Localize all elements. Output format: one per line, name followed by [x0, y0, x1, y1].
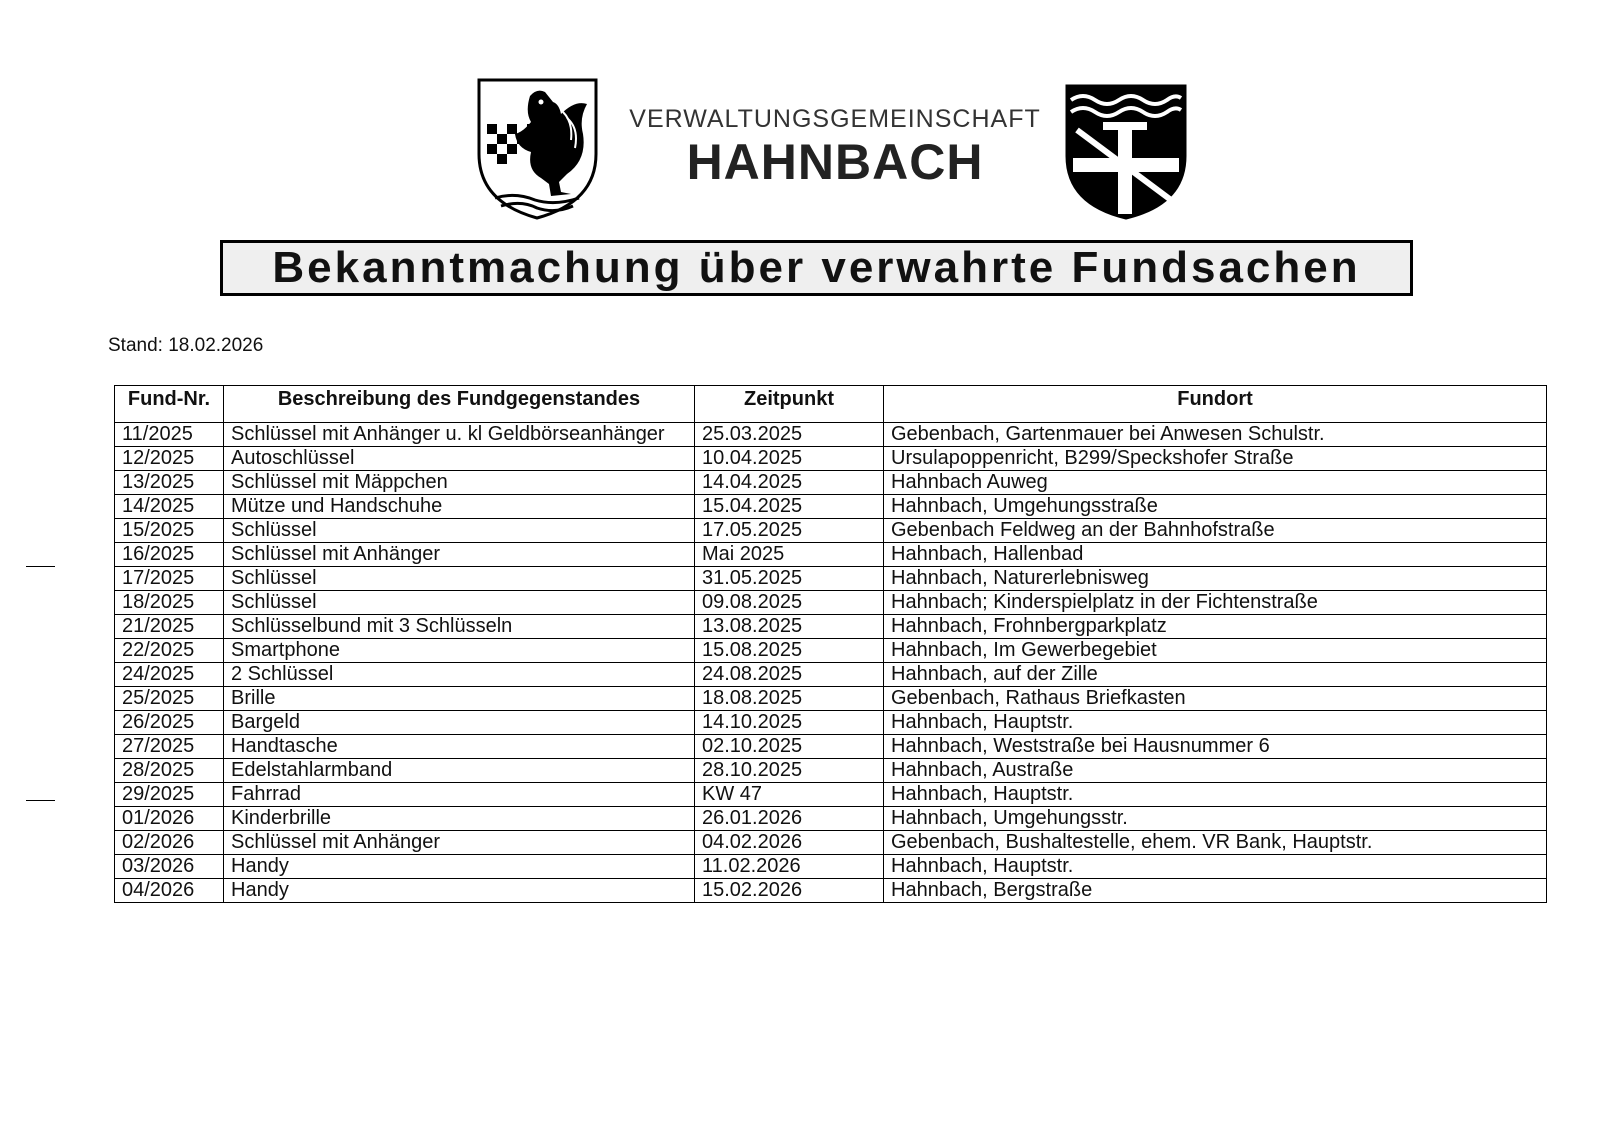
announcement-title-box — [220, 240, 1413, 296]
table-row — [115, 807, 1547, 831]
date-cell: 26.01.2026 — [695, 807, 884, 831]
announcement-title: Bekanntmachung über verwahrte Fundsachen — [272, 243, 1361, 292]
table-row — [115, 735, 1547, 759]
location-cell: Hahnbach, Umgehungsstr. — [884, 807, 1547, 831]
description-cell: Brille — [224, 687, 695, 711]
date-cell: 24.08.2025 — [695, 663, 884, 687]
location-cell: Gebenbach, Rathaus Briefkasten — [884, 687, 1547, 711]
description-cell: Schlüssel mit Anhänger — [224, 831, 695, 855]
fund-nr-cell: 28/2025 — [115, 759, 224, 783]
location-cell: Hahnbach; Kinderspielplatz in der Fichtenstraße — [884, 591, 1547, 615]
fund-nr-cell: 22/2025 — [115, 639, 224, 663]
date-cell: 31.05.2025 — [695, 567, 884, 591]
description-cell: Handy — [224, 855, 695, 879]
fund-nr-cell: 12/2025 — [115, 447, 224, 471]
table-row — [115, 471, 1547, 495]
table-row — [115, 423, 1547, 447]
location-cell: Ursulapoppenricht, B299/Speckshofer Straße — [884, 447, 1547, 471]
table-header-row — [115, 386, 1547, 423]
date-cell: Mai 2025 — [695, 543, 884, 567]
date-cell: 17.05.2025 — [695, 519, 884, 543]
table-row — [115, 615, 1547, 639]
table-row — [115, 687, 1547, 711]
description-cell: Mütze und Handschuhe — [224, 495, 695, 519]
organization-title: HAHNBACH — [686, 134, 984, 190]
description-cell: Handtasche — [224, 735, 695, 759]
location-cell: Hahnbach, Im Gewerbegebiet — [884, 639, 1547, 663]
location-cell: Hahnbach Auweg — [884, 471, 1547, 495]
date-cell: 02.10.2025 — [695, 735, 884, 759]
margin-mark — [26, 800, 55, 801]
location-cell: Hahnbach, Austraße — [884, 759, 1547, 783]
location-cell: Hahnbach, Weststraße bei Hausnummer 6 — [884, 735, 1547, 759]
date-cell: 25.03.2025 — [695, 423, 884, 447]
location-cell: Gebenbach, Gartenmauer bei Anwesen Schulstr. — [884, 423, 1547, 447]
fund-nr-cell: 25/2025 — [115, 687, 224, 711]
description-cell: Kinderbrille — [224, 807, 695, 831]
fund-nr-cell: 27/2025 — [115, 735, 224, 759]
description-cell: Schlüssel — [224, 567, 695, 591]
table-row — [115, 639, 1547, 663]
cross-crest-icon — [1063, 82, 1189, 222]
date-cell: 09.08.2025 — [695, 591, 884, 615]
location-cell: Hahnbach, Hauptstr. — [884, 711, 1547, 735]
table-row — [115, 663, 1547, 687]
description-cell: Fahrrad — [224, 783, 695, 807]
description-cell: Schlüssel mit Mäppchen — [224, 471, 695, 495]
header-location: Fundort — [884, 386, 1547, 423]
table-row — [115, 711, 1547, 735]
date-cell: 28.10.2025 — [695, 759, 884, 783]
date-cell: KW 47 — [695, 783, 884, 807]
fund-nr-cell: 16/2025 — [115, 543, 224, 567]
fund-nr-cell: 04/2026 — [115, 879, 224, 903]
date-cell: 14.04.2025 — [695, 471, 884, 495]
fund-nr-cell: 11/2025 — [115, 423, 224, 447]
date-cell: 15.08.2025 — [695, 639, 884, 663]
location-cell: Gebenbach, Bushaltestelle, ehem. VR Bank, Hauptstr. — [884, 831, 1547, 855]
description-cell: 2 Schlüssel — [224, 663, 695, 687]
fund-nr-cell: 21/2025 — [115, 615, 224, 639]
table-row — [115, 759, 1547, 783]
description-cell: Schlüsselbund mit 3 Schlüsseln — [224, 615, 695, 639]
table-row — [115, 879, 1547, 903]
location-cell: Hahnbach, Hauptstr. — [884, 855, 1547, 879]
organization-subtitle: VERWALTUNGSGEMEINSCHAFT — [629, 105, 1041, 133]
organization-name — [620, 104, 1050, 188]
description-cell: Handy — [224, 879, 695, 903]
location-cell: Hahnbach, auf der Zille — [884, 663, 1547, 687]
location-cell: Hahnbach, Bergstraße — [884, 879, 1547, 903]
location-cell: Hahnbach, Hauptstr. — [884, 783, 1547, 807]
lost-items-table — [114, 385, 1547, 903]
fund-nr-cell: 03/2026 — [115, 855, 224, 879]
fund-nr-cell: 17/2025 — [115, 567, 224, 591]
date-cell: 14.10.2025 — [695, 711, 884, 735]
header-date: Zeitpunkt — [695, 386, 884, 423]
fund-nr-cell: 29/2025 — [115, 783, 224, 807]
description-cell: Autoschlüssel — [224, 447, 695, 471]
description-cell: Schlüssel — [224, 591, 695, 615]
description-cell: Schlüssel — [224, 519, 695, 543]
table-row — [115, 519, 1547, 543]
date-cell: 15.04.2025 — [695, 495, 884, 519]
table-row — [115, 495, 1547, 519]
description-cell: Schlüssel mit Anhänger u. kl Geldbörseanhänger — [224, 423, 695, 447]
fund-nr-cell: 26/2025 — [115, 711, 224, 735]
date-cell: 04.02.2026 — [695, 831, 884, 855]
description-cell: Schlüssel mit Anhänger — [224, 543, 695, 567]
description-cell: Bargeld — [224, 711, 695, 735]
status-date: Stand: 18.02.2026 — [108, 335, 264, 356]
table-row — [115, 831, 1547, 855]
table-row — [115, 447, 1547, 471]
header-description: Beschreibung des Fundgegenstandes — [224, 386, 695, 423]
fund-nr-cell: 15/2025 — [115, 519, 224, 543]
table-row — [115, 591, 1547, 615]
fund-nr-cell: 18/2025 — [115, 591, 224, 615]
table-row — [115, 855, 1547, 879]
date-cell: 10.04.2025 — [695, 447, 884, 471]
location-cell: Gebenbach Feldweg an der Bahnhofstraße — [884, 519, 1547, 543]
rooster-crest-icon — [475, 74, 600, 222]
description-cell: Edelstahlarmband — [224, 759, 695, 783]
location-cell: Hahnbach, Umgehungsstraße — [884, 495, 1547, 519]
date-cell: 11.02.2026 — [695, 855, 884, 879]
date-cell: 18.08.2025 — [695, 687, 884, 711]
location-cell: Hahnbach, Hallenbad — [884, 543, 1547, 567]
description-cell: Smartphone — [224, 639, 695, 663]
date-cell: 15.02.2026 — [695, 879, 884, 903]
table-row — [115, 567, 1547, 591]
table-row — [115, 543, 1547, 567]
header-fund-nr: Fund-Nr. — [115, 386, 224, 423]
table-row — [115, 783, 1547, 807]
location-cell: Hahnbach, Frohnbergparkplatz — [884, 615, 1547, 639]
date-cell: 13.08.2025 — [695, 615, 884, 639]
fund-nr-cell: 13/2025 — [115, 471, 224, 495]
fund-nr-cell: 02/2026 — [115, 831, 224, 855]
fund-nr-cell: 14/2025 — [115, 495, 224, 519]
fund-nr-cell: 24/2025 — [115, 663, 224, 687]
margin-mark — [26, 566, 55, 567]
fund-nr-cell: 01/2026 — [115, 807, 224, 831]
location-cell: Hahnbach, Naturerlebnisweg — [884, 567, 1547, 591]
